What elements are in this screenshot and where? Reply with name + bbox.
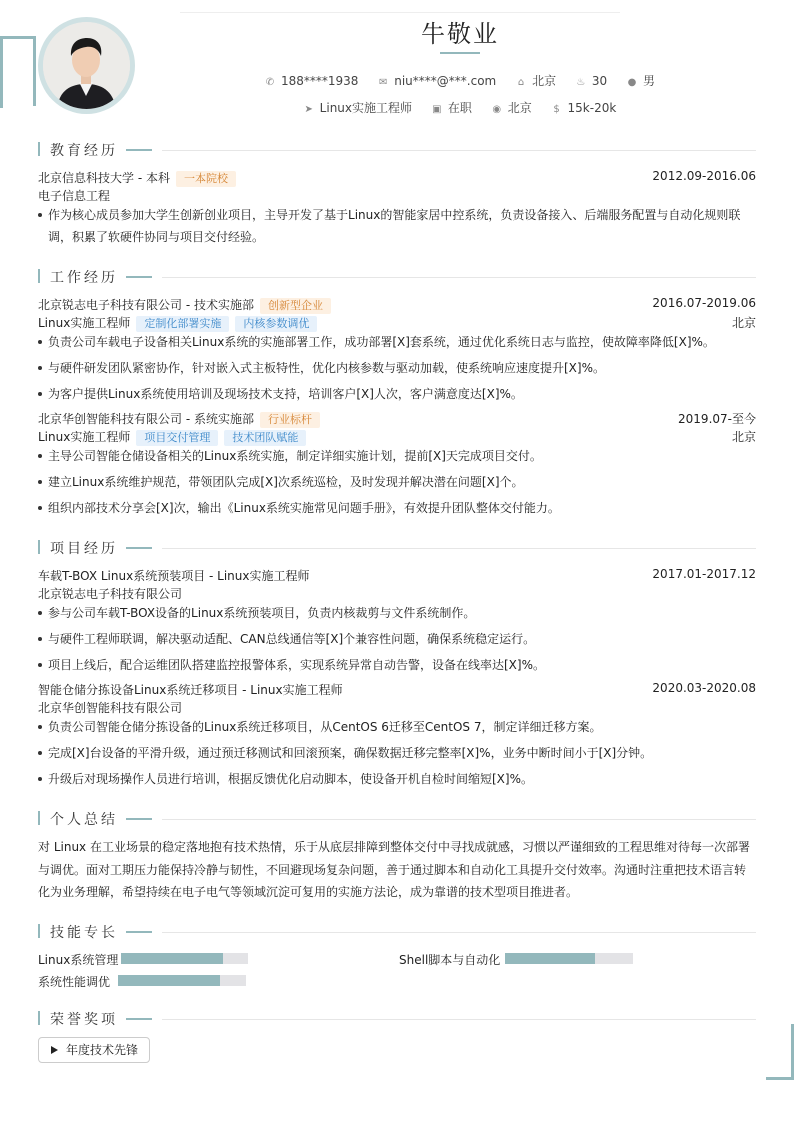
phone-item	[265, 74, 358, 88]
project-company: 北京华创智能科技有限公司	[38, 701, 183, 715]
work-bullet: 建立Linux系统维护规范，带领团队完成[X]次系统巡检，及时发现并解决潜在问题[X]个。	[38, 471, 748, 493]
skill-bar	[118, 975, 246, 986]
school-tag: 一本院校	[176, 171, 236, 187]
school-name: 北京信息科技大学 - 本科	[38, 171, 170, 185]
job-row	[0, 99, 794, 116]
skill-fill	[505, 953, 595, 964]
name-underline	[440, 52, 480, 54]
section-divider	[162, 150, 756, 151]
project-2-header	[38, 681, 756, 698]
status-text: 在职	[447, 101, 472, 115]
corner-decoration-bottom-right	[766, 1024, 794, 1080]
skill-bar	[121, 953, 248, 964]
work-1-role-row	[38, 314, 756, 332]
project-bullet: 完成[X]台设备的平滑升级，通过预迁移测试和回滚预案，确保数据迁移完整率[X]%，业务中断时间小于[X]分钟。	[38, 742, 748, 764]
section-bar	[38, 269, 40, 283]
section-honors	[38, 1009, 756, 1029]
section-accent-line	[126, 1018, 152, 1020]
work-2-header	[38, 410, 756, 428]
project-dates: 2020.03-2020.08	[652, 681, 756, 695]
top-divider	[180, 12, 620, 13]
send-icon: ➤	[304, 104, 313, 115]
section-accent-line	[126, 818, 152, 820]
city-item	[492, 99, 532, 116]
job-title-text: Linux实施工程师	[319, 101, 413, 115]
money-icon: $	[553, 104, 560, 115]
status-item	[432, 99, 472, 116]
phone-text: 188****1938	[280, 74, 359, 88]
work-dates: 2016.07-2019.06	[652, 296, 756, 310]
pin-icon: ◉	[492, 104, 502, 115]
user-icon: ●	[627, 77, 637, 88]
location-text: 北京	[532, 74, 557, 88]
section-skills	[38, 922, 756, 942]
email-item	[378, 74, 496, 88]
gender-item	[627, 72, 655, 89]
home-icon: ⌂	[517, 77, 525, 88]
work-company: 北京华创智能科技有限公司 - 系统实施部	[38, 412, 254, 426]
work-role: Linux实施工程师	[38, 430, 131, 444]
candidate-name: 牛敬业	[421, 20, 499, 48]
cake-icon: ♨	[576, 77, 586, 88]
section-summary	[38, 809, 756, 829]
project-title: 车载T-BOX Linux系统预装项目 - Linux实施工程师	[38, 569, 310, 583]
section-title: 个人总结	[50, 812, 118, 828]
skill-label: Linux系统管理	[38, 953, 119, 967]
age-item	[576, 74, 607, 88]
salary-item	[552, 101, 617, 115]
role-tag: 项目交付管理	[136, 430, 218, 446]
section-accent-line	[126, 276, 152, 278]
section-divider	[162, 1019, 756, 1020]
mail-icon: ✉	[379, 77, 388, 88]
project-title: 智能仓储分拣设备Linux系统迁移项目 - Linux实施工程师	[38, 683, 343, 697]
work-2-role-row	[38, 428, 756, 446]
section-bar	[38, 811, 40, 825]
skill-label: 系统性能调优	[38, 975, 111, 989]
project-bullet: 负责公司智能仓储分拣设备的Linux系统迁移项目，从CentOS 6迁移至CentOS 7，制定详细迁移方案。	[38, 716, 748, 738]
role-tag: 技术团队赋能	[224, 430, 306, 446]
education-dates: 2012.09-2016.06	[652, 169, 756, 183]
skill-fill	[118, 975, 220, 986]
phone-icon: ✆	[265, 77, 275, 88]
section-title: 项目经历	[50, 541, 118, 557]
education-header	[38, 169, 756, 187]
work-bullet: 为客户提供Linux系统使用培训及现场技术支持，培训客户[X]人次，客户满意度达[X]%。	[38, 383, 748, 405]
project-bullet: 参与公司车载T-BOX设备的Linux系统预装项目，负责内核裁剪与文件系统制作。	[38, 602, 748, 624]
gender-text: 男	[643, 74, 656, 88]
location-item	[516, 72, 556, 89]
salary-text: 15k-20k	[567, 101, 617, 115]
project-bullet: 项目上线后，配合运维团队搭建监控报警体系，实现系统异常自动告警，设备在线率达[X]%。	[38, 654, 748, 676]
project-company: 北京锐志电子科技有限公司	[38, 587, 183, 601]
work-city: 北京	[731, 316, 756, 330]
section-bar	[38, 540, 40, 554]
award-label: 年度技术先锋	[66, 1043, 139, 1057]
section-bar	[38, 924, 40, 938]
section-title: 教育经历	[50, 143, 118, 159]
section-education	[38, 140, 756, 160]
skill-label: Shell脚本与自动化	[399, 953, 501, 967]
play-icon	[51, 1046, 58, 1054]
section-title: 技能专长	[50, 925, 118, 941]
skill-bar	[505, 953, 633, 964]
role-tag: 定制化部署实施	[136, 316, 229, 332]
skill-fill	[121, 953, 223, 964]
section-accent-line	[126, 149, 152, 151]
section-projects	[38, 538, 756, 558]
section-title: 工作经历	[50, 270, 118, 286]
work-bullet: 负责公司车载电子设备相关Linux系统的实施部署工作，成功部署[X]套系统，通过优化系统日志与监控，使故障率降低[X]%。	[38, 331, 748, 353]
role-tag: 内核参数调优	[235, 316, 317, 332]
job-title-item	[304, 99, 412, 116]
section-divider	[162, 277, 756, 278]
project-bullet: 与硬件工程师联调，解决驱动适配、CAN总线通信等[X]个兼容性问题，确保系统稳定运行。	[38, 628, 748, 650]
work-bullet: 主导公司智能仓储设备相关的Linux系统实施，制定详细实施计划，提前[X]天完成项目交付。	[38, 445, 748, 467]
work-bullet: 与硬件研发团队紧密协作，针对嵌入式主板特性，优化内核参数与驱动加载，使系统响应速度提升[X]%。	[38, 357, 748, 379]
section-divider	[162, 548, 756, 549]
education-bullet: 作为核心成员参加大学生创新创业项目，主导开发了基于Linux的智能家居中控系统，负责设备接入、后端服务配置与自动化规则联调，积累了软硬件协同与项目交付经验。	[38, 204, 748, 248]
section-divider	[162, 932, 756, 933]
section-work	[38, 267, 756, 287]
work-company: 北京锐志电子科技有限公司 - 技术实施部	[38, 298, 254, 312]
project-dates: 2017.01-2017.12	[652, 567, 756, 581]
project-bullet: 升级后对现场操作人员进行培训，根据反馈优化启动脚本，使设备开机自检时间缩短[X]%。	[38, 768, 748, 790]
award-badge[interactable]	[38, 1037, 150, 1063]
work-bullet: 组织内部技术分享会[X]次，输出《Linux系统实施常见问题手册》，有效提升团队整体交付能力。	[38, 497, 748, 519]
age-text: 30	[591, 74, 608, 88]
project-1-header	[38, 567, 756, 584]
section-bar	[38, 142, 40, 156]
email-text: niu****@***.com	[394, 74, 497, 88]
work-1-header	[38, 296, 756, 314]
section-bar	[38, 1011, 40, 1025]
summary-text: 对 Linux 在工业场景的稳定落地抱有技术热情，乐于从底层排障到整体交付中寻找成就感，习惯以严谨细致的工程思维对待每一次部署与调优。面对工期压力能保持冷静与韧性，不回避现场复杂问题，善于通过脚本和自动化工具提升交付效率。沟通时注重把技术语言转化为业务理解，希望持续在电子电气等领域沉淀可复用的实施方法论，成为靠谱的技术型项目推进者。	[38, 840, 750, 899]
section-accent-line	[126, 931, 152, 933]
work-role: Linux实施工程师	[38, 316, 131, 330]
contact-row	[0, 72, 794, 89]
company-tag: 行业标杆	[260, 412, 320, 428]
company-tag: 创新型企业	[260, 298, 331, 314]
section-divider	[162, 819, 756, 820]
briefcase-icon: ▣	[432, 104, 442, 115]
section-title: 荣誉奖项	[50, 1012, 118, 1028]
section-accent-line	[126, 547, 152, 549]
work-city: 北京	[731, 430, 756, 444]
education-major: 电子信息工程	[38, 189, 111, 203]
work-dates: 2019.07-至今	[678, 412, 756, 426]
city-text: 北京	[507, 101, 532, 115]
